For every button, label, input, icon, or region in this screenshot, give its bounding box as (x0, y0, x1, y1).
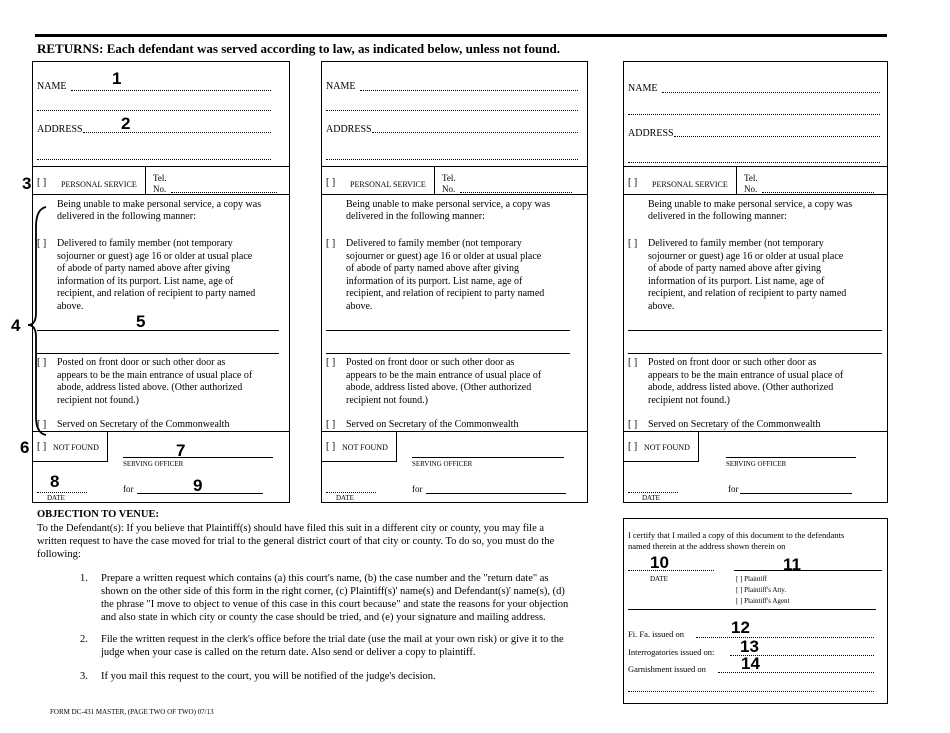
objection-intro-3: following: (37, 549, 81, 560)
not-found-checkbox[interactable]: [ ] (628, 441, 638, 452)
address-field[interactable] (372, 132, 578, 133)
recipient-line-1[interactable] (628, 330, 882, 331)
serving-officer-line[interactable] (123, 457, 273, 458)
secretary-checkbox[interactable]: [ ] (37, 419, 47, 430)
serving-officer-label: SERVING OFFICER (726, 460, 787, 468)
secretary-text: Served on Secretary of the Commonwealth (346, 419, 519, 430)
posted-text-2: appears to be the main entrance of usual place of (57, 370, 253, 381)
personal-service-label: PERSONAL SERVICE (350, 180, 426, 189)
not-found-label: NOT FOUND (644, 443, 690, 452)
for-line[interactable] (426, 493, 566, 494)
serving-officer-line[interactable] (412, 457, 564, 458)
objection-intro-1: To the Defendant(s): If you believe that Plaintiff(s) should have filed this suit in a different city or county, you may file a (37, 523, 545, 534)
family-text-5: recipient, and relation of recipient to party named (346, 288, 545, 299)
not-found-checkbox[interactable]: [ ] (326, 441, 336, 452)
family-text-4: information of its purport. List name, age of (648, 276, 825, 287)
returns-heading: RETURNS: Each defendant was served according to law, as indicated below, unless not found. (37, 41, 560, 56)
item-1-line-2: shown on the other side of this form in the right corner, (c) Plaintiff(s)' name(s) and Defendant(s)' name(s), (d) (101, 586, 565, 597)
item-3-line-1: If you mail this request to the court, you will be notified of the judge's decision. (101, 671, 436, 682)
family-text-6: above. (57, 301, 84, 312)
recipient-line-2[interactable] (37, 353, 279, 354)
item-2-number: 2. (80, 634, 88, 645)
unable-text-2: delivered in the following manner: (648, 211, 787, 222)
posted-text-4: recipient not found.) (648, 395, 730, 406)
marker-14: 14 (741, 654, 760, 673)
family-text-1: Delivered to family member (not temporary (346, 238, 522, 249)
name-label: NAME (326, 81, 356, 92)
marker-7: 7 (176, 441, 186, 460)
date-field[interactable] (37, 492, 87, 493)
form-footer: FORM DC-431 MASTER, (PAGE TWO OF TWO) 07/13 (50, 708, 214, 716)
item-3-number: 3. (80, 671, 88, 682)
recipient-line-1[interactable] (37, 330, 279, 331)
personal-service-label: PERSONAL SERVICE (652, 180, 728, 189)
secretary-text: Served on Secretary of the Commonwealth (648, 419, 821, 430)
name-field[interactable] (662, 92, 880, 93)
secretary-checkbox[interactable]: [ ] (326, 419, 336, 430)
item-1-line-4: and also state in which city or county the case should be tried, and (e) your signature and mailing address. (101, 612, 546, 623)
no-label: No. (153, 184, 167, 194)
item-2-line-2: judge when your case is called on the return date. Also send or deliver a copy to plaintiff. (101, 647, 476, 658)
plaintiff-checkbox[interactable]: [ ] Plaintiff (736, 575, 767, 583)
posted-text-4: recipient not found.) (57, 395, 139, 406)
date-label: DATE (642, 494, 660, 502)
unable-text-1: Being unable to make personal service, a copy was (346, 199, 551, 210)
address-field[interactable] (83, 132, 271, 133)
return-box-2 (321, 61, 588, 503)
family-text-5: recipient, and relation of recipient to party named (648, 288, 847, 299)
serving-officer-label: SERVING OFFICER (123, 460, 184, 468)
family-text-3: of abode of party named above after giving (57, 263, 230, 274)
name-field-line2[interactable] (628, 114, 880, 115)
posted-text-1: Posted on front door or such other door as (648, 357, 817, 368)
certify-line-2: named therein at the address shown therein on (628, 541, 786, 551)
name-field-line2[interactable] (326, 110, 578, 111)
name-field-line2[interactable] (37, 110, 271, 111)
return-box-3 (623, 61, 888, 503)
plaintiff-agent-checkbox[interactable]: [ ] Plaintiff's Agent (736, 597, 790, 605)
marker-1: 1 (112, 69, 122, 88)
personal-service-checkbox[interactable]: [ ] (326, 177, 336, 188)
posted-text-3: abode, address listed above. (Other authorized (346, 382, 532, 393)
family-text-1: Delivered to family member (not temporary (57, 238, 233, 249)
for-label: for (412, 484, 423, 494)
address-field-line2[interactable] (326, 159, 578, 160)
unable-text-2: delivered in the following manner: (57, 211, 196, 222)
family-checkbox[interactable]: [ ] (37, 238, 47, 249)
address-label: ADDRESS (326, 124, 372, 135)
recipient-line-1[interactable] (326, 330, 570, 331)
address-label: ADDRESS (37, 124, 83, 135)
posted-text-2: appears to be the main entrance of usual place of (648, 370, 844, 381)
for-line[interactable] (740, 493, 852, 494)
posted-text-2: appears to be the main entrance of usual place of (346, 370, 542, 381)
family-text-5: recipient, and relation of recipient to party named (57, 288, 256, 299)
personal-service-checkbox[interactable]: [ ] (37, 177, 47, 188)
top-rule (35, 34, 887, 37)
posted-text-1: Posted on front door or such other door as (346, 357, 515, 368)
item-2-line-1: File the written request in the clerk's office before the trial date (use the mail at your own risk) or give it to the (101, 634, 564, 645)
address-field[interactable] (674, 136, 880, 137)
marker-2: 2 (121, 114, 131, 133)
posted-text-1: Posted on front door or such other door as (57, 357, 226, 368)
name-label: NAME (628, 83, 658, 94)
family-text-1: Delivered to family member (not temporary (648, 238, 824, 249)
unable-text-1: Being unable to make personal service, a copy was (648, 199, 853, 210)
family-text-3: of abode of party named above after giving (346, 263, 519, 274)
posted-checkbox[interactable]: [ ] (628, 357, 638, 368)
marker-8: 8 (50, 472, 60, 491)
family-text-6: above. (648, 301, 675, 312)
personal-service-label: PERSONAL SERVICE (61, 180, 137, 189)
date-field[interactable] (628, 492, 678, 493)
interrogatories-label: Interrogatories issued on: (628, 647, 715, 657)
family-checkbox[interactable]: [ ] (326, 238, 336, 249)
fifa-label: Fi. Fa. issued on (628, 629, 684, 639)
posted-checkbox[interactable]: [ ] (326, 357, 336, 368)
return-box-1 (32, 61, 290, 503)
tel-label: Tel. (153, 173, 167, 183)
secretary-text: Served on Secretary of the Commonwealth (57, 419, 230, 430)
unable-text-2: delivered in the following manner: (346, 211, 485, 222)
for-label: for (123, 484, 134, 494)
certify-line-1: I certify that I mailed a copy of this document to the defendants (628, 530, 845, 540)
address-label: ADDRESS (628, 128, 674, 139)
no-label: No. (442, 184, 456, 194)
garnishment-label: Garnishment issued on (628, 664, 706, 674)
plaintiff-atty-checkbox[interactable]: [ ] Plaintiff's Atty. (736, 586, 787, 594)
date-label: DATE (336, 494, 354, 502)
address-field-line2[interactable] (37, 159, 271, 160)
family-text-6: above. (346, 301, 373, 312)
name-field[interactable] (71, 90, 271, 91)
not-found-label: NOT FOUND (53, 443, 99, 452)
date-field[interactable] (326, 492, 376, 493)
address-field-line2[interactable] (628, 162, 880, 163)
family-text-4: information of its purport. List name, age of (57, 276, 234, 287)
item-1-number: 1. (80, 573, 88, 584)
family-checkbox[interactable]: [ ] (628, 238, 638, 249)
family-text-4: information of its purport. List name, age of (346, 276, 523, 287)
marker-11: 11 (783, 555, 801, 574)
certify-date-label: DATE (650, 575, 668, 583)
objection-intro-2: written request to have the case moved for trial to the general district court of that city or county. To do so, you must do the (37, 536, 555, 547)
marker-10: 10 (650, 553, 669, 572)
fifa-field[interactable] (696, 637, 874, 638)
serving-officer-line[interactable] (726, 457, 856, 458)
tel-label: Tel. (442, 173, 456, 183)
marker-6: 6 (20, 438, 30, 457)
posted-checkbox[interactable]: [ ] (37, 357, 47, 368)
certify-box (623, 518, 888, 704)
recipient-line-2[interactable] (326, 353, 570, 354)
unable-text-1: Being unable to make personal service, a copy was (57, 199, 262, 210)
not-found-label: NOT FOUND (342, 443, 388, 452)
name-field[interactable] (360, 90, 578, 91)
secretary-checkbox[interactable]: [ ] (628, 419, 638, 430)
family-text-2: sojourner or guest) age 16 or older at usual place (346, 251, 542, 262)
marker-4: 4 (11, 316, 21, 335)
for-label: for (728, 484, 739, 494)
family-text-3: of abode of party named above after giving (648, 263, 821, 274)
no-label: No. (744, 184, 758, 194)
marker-12: 12 (731, 618, 750, 637)
marker-3: 3 (22, 174, 32, 193)
tel-field[interactable] (762, 192, 874, 193)
posted-text-3: abode, address listed above. (Other authorized (648, 382, 834, 393)
certify-date-field[interactable] (628, 570, 714, 571)
certify-signature-line[interactable] (734, 570, 882, 571)
date-label: DATE (47, 494, 65, 502)
personal-service-checkbox[interactable]: [ ] (628, 177, 638, 188)
recipient-line-2[interactable] (628, 353, 882, 354)
marker-9: 9 (193, 476, 203, 495)
brace-icon (16, 195, 52, 440)
marker-13: 13 (740, 637, 759, 656)
name-label: NAME (37, 81, 67, 92)
garnishment-field-line2[interactable] (628, 691, 874, 692)
family-text-2: sojourner or guest) age 16 or older at usual place (57, 251, 253, 262)
family-text-2: sojourner or guest) age 16 or older at usual place (648, 251, 844, 262)
item-1-line-3: the phrase "I move to object to venue of this case in this court because" and state the reasons for your objection (101, 599, 569, 610)
tel-field[interactable] (460, 192, 572, 193)
tel-label: Tel. (744, 173, 758, 183)
posted-text-3: abode, address listed above. (Other authorized (57, 382, 243, 393)
not-found-checkbox[interactable]: [ ] (37, 441, 47, 452)
serving-officer-label: SERVING OFFICER (412, 460, 473, 468)
objection-heading: OBJECTION TO VENUE: (37, 509, 159, 520)
marker-5: 5 (136, 312, 146, 331)
item-1-line-1: Prepare a written request which contains (a) this court's name, (b) the case number and the "return date" as (101, 573, 549, 584)
tel-field[interactable] (171, 192, 277, 193)
posted-text-4: recipient not found.) (346, 395, 428, 406)
